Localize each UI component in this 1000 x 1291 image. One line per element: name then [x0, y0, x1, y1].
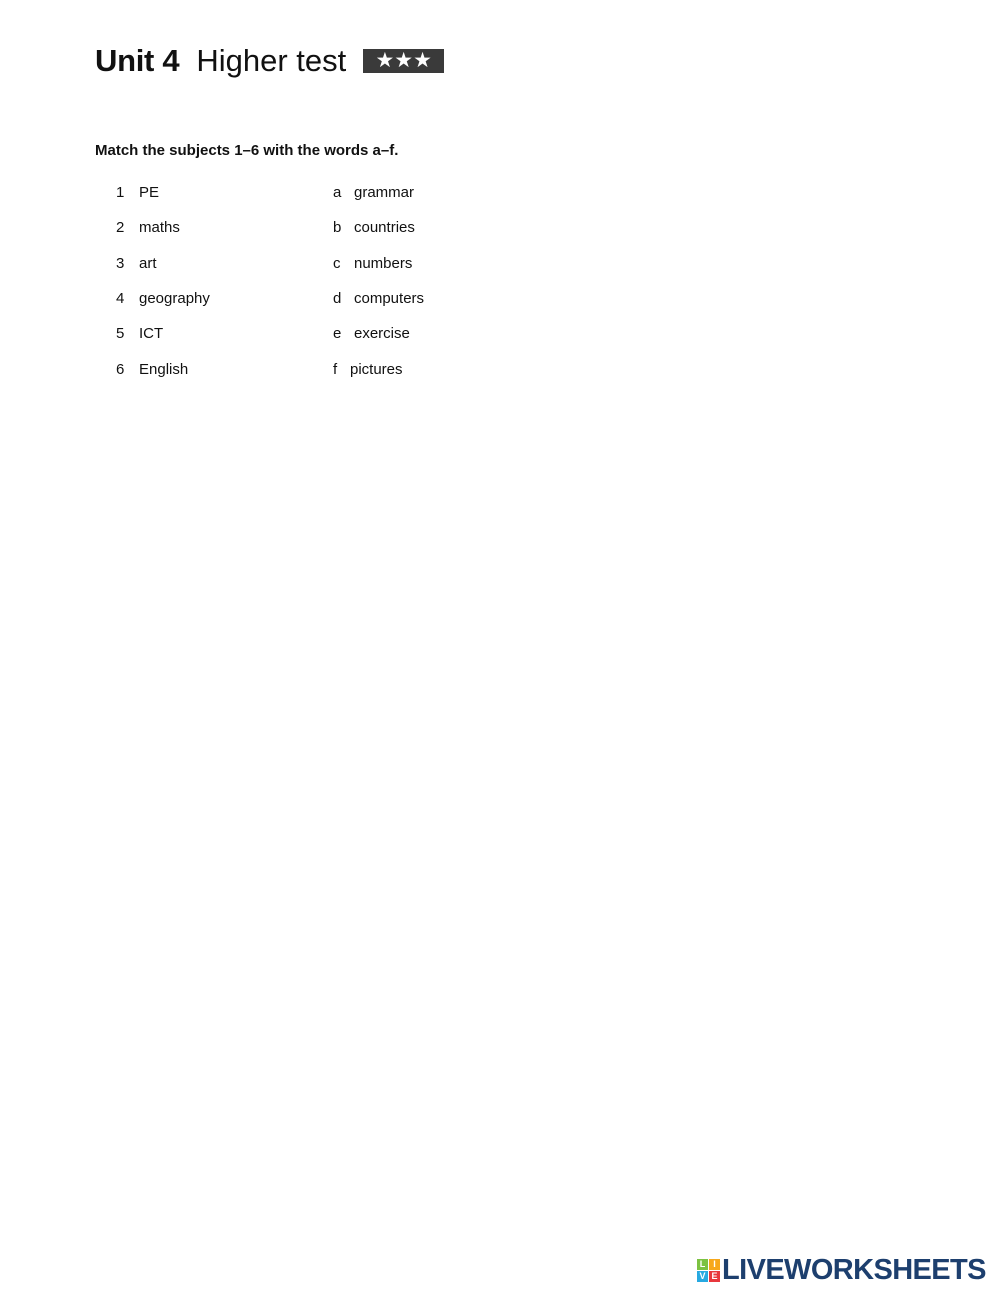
- word-letter: c: [333, 255, 341, 272]
- logo-tile: E: [709, 1271, 720, 1282]
- word-letter: e: [333, 325, 342, 342]
- logo-tile: I: [709, 1259, 720, 1270]
- logo-tile: L: [697, 1259, 708, 1270]
- word-label: countries: [354, 219, 415, 236]
- word-letter: d: [333, 290, 342, 307]
- word-label: exercise: [354, 325, 410, 342]
- subject-number: 1: [116, 184, 125, 201]
- page-header: [95, 40, 444, 82]
- subject-label: ICT: [139, 325, 164, 342]
- subject-label: art: [139, 255, 157, 272]
- test-title: Higher test: [196, 43, 347, 78]
- word-letter: f: [333, 361, 338, 378]
- word-letter: a: [333, 184, 342, 201]
- word-label: computers: [354, 290, 425, 307]
- difficulty-stars-badge: ★★★: [363, 49, 444, 73]
- subject-number: 4: [116, 290, 125, 307]
- subject-number: 5: [116, 325, 125, 342]
- subject-number: 2: [116, 219, 125, 236]
- logo-tiles-icon: [697, 1259, 720, 1282]
- subject-label: PE: [139, 184, 160, 201]
- subject-label: maths: [139, 219, 180, 236]
- subject-number: 3: [116, 255, 125, 272]
- exercise-instruction: Match the subjects 1–6 with the words a–f.: [95, 142, 399, 159]
- word-letter: b: [333, 219, 342, 236]
- logo-wordmark: LIVEWORKSHEETS: [722, 1253, 986, 1286]
- word-label: numbers: [354, 255, 413, 272]
- subject-label: English: [139, 361, 189, 378]
- logo-tile: V: [697, 1271, 708, 1282]
- subject-number: 6: [116, 361, 125, 378]
- subject-label: geography: [139, 290, 210, 307]
- unit-title: Unit 4: [95, 43, 180, 78]
- liveworksheets-logo: [697, 1255, 986, 1285]
- word-label: pictures: [350, 361, 403, 378]
- word-label: grammar: [354, 184, 415, 201]
